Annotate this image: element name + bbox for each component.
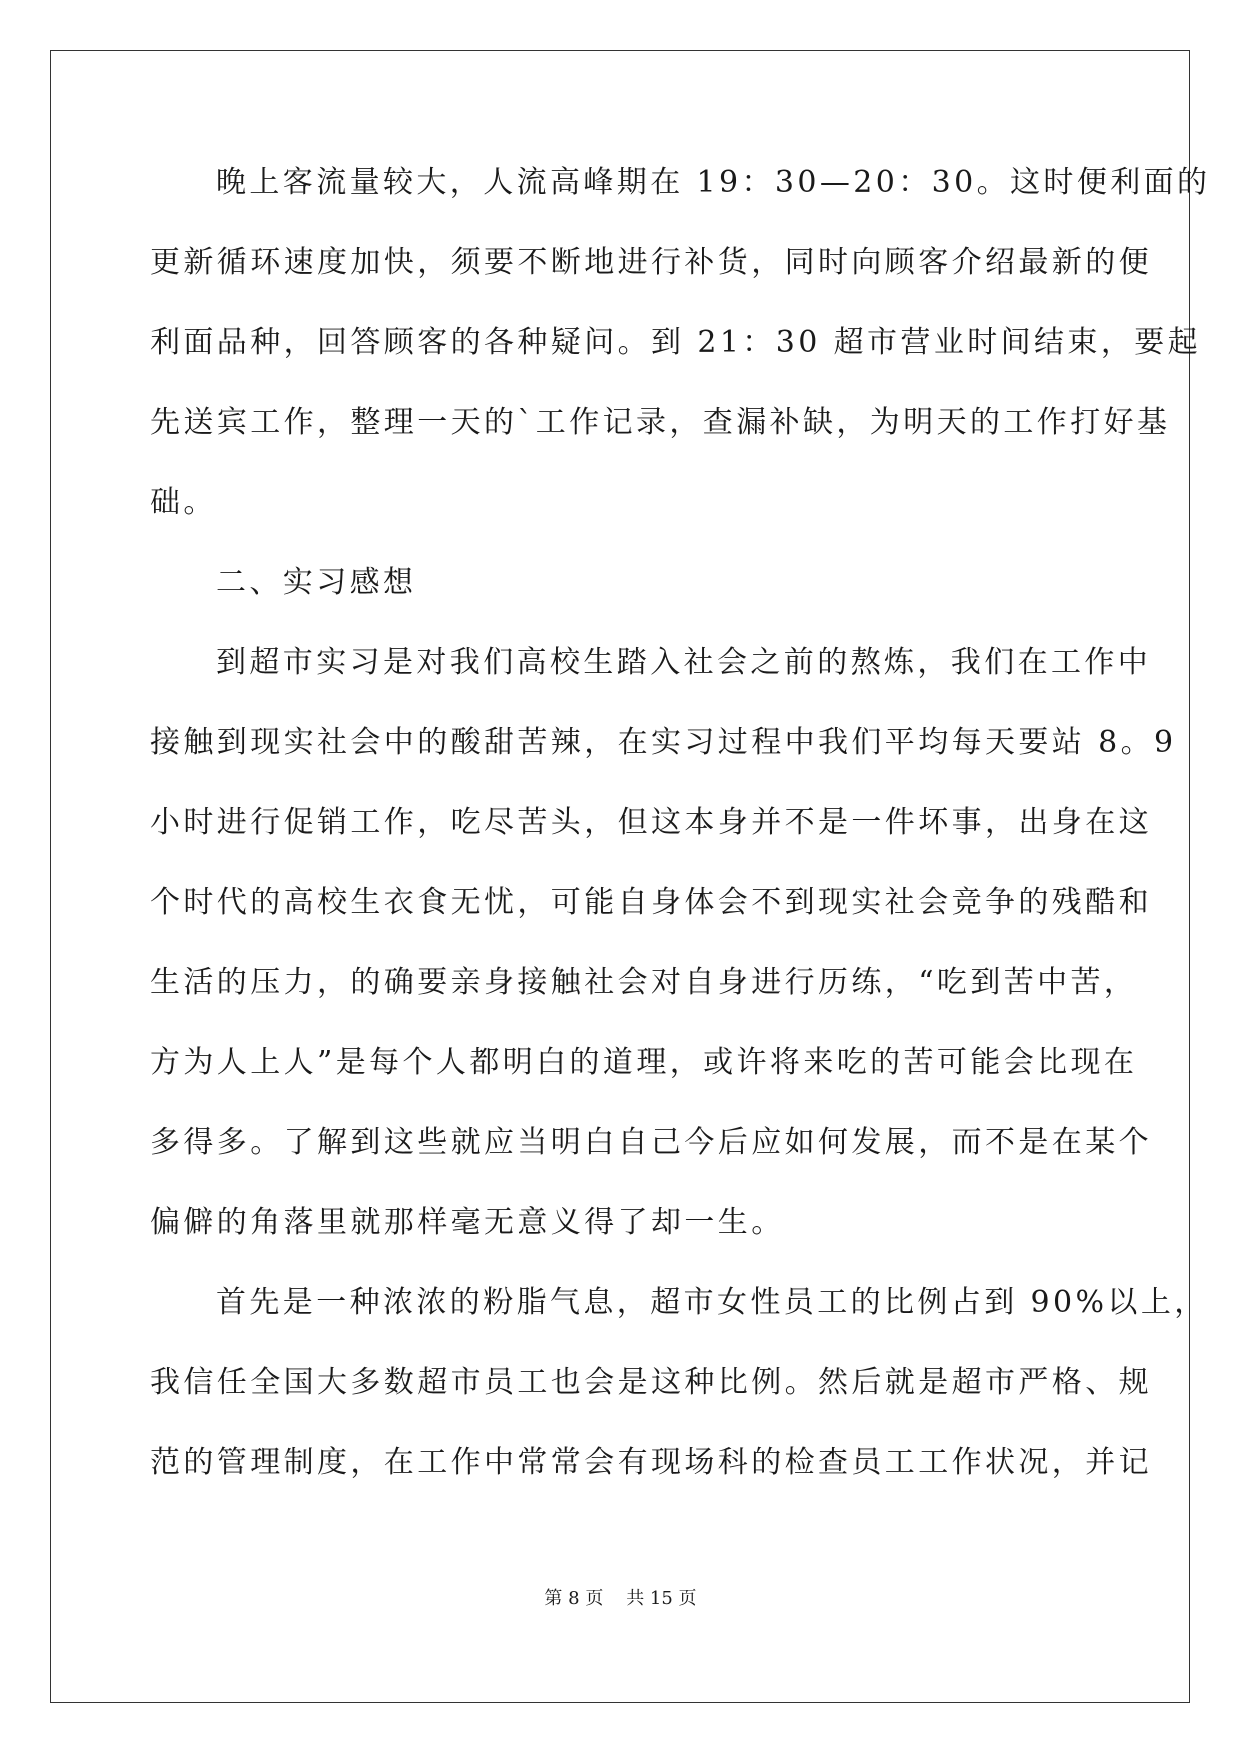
text-line: 到超市实习是对我们高校生踏入社会之前的熬炼，我们在工作中 [216, 645, 1152, 680]
document-body [150, 163, 1211, 1523]
text-line: 更新循环速度加快，须要不断地进行补货，同时向顾客介绍最新的便 [150, 245, 1152, 280]
text-line: 础。 [150, 485, 217, 520]
page-footer [0, 1587, 1241, 1611]
text-line: 生活的压力，的确要亲身接触社会对自身进行历练，“吃到苦中苦， [150, 965, 1138, 1000]
text-line: 小时进行促销工作，吃尽苦头，但这本身并不是一件坏事，出身在这 [150, 805, 1152, 840]
text-line: 范的管理制度，在工作中常常会有现场科的检查员工工作状况，并记 [150, 1445, 1152, 1480]
text-line: 先送宾工作，整理一天的`工作记录，查漏补缺，为明天的工作打好基 [150, 405, 1171, 440]
text-line: 个时代的高校生衣食无忧，可能自身体会不到现实社会竞争的残酷和 [150, 885, 1152, 920]
text-line: 多得多。了解到这些就应当明白自己今后应如何发展，而不是在某个 [150, 1125, 1152, 1160]
text-line: 方为人上人”是每个人都明白的道理，或许将来吃的苦可能会比现在 [150, 1045, 1138, 1080]
text-line: 利面品种，回答顾客的各种疑问。到 21：30 超市营业时间结束，要起 [150, 325, 1202, 360]
text-line: 偏僻的角落里就那样毫无意义得了却一生。 [150, 1205, 785, 1240]
text-line: 首先是一种浓浓的粉脂气息，超市女性员工的比例占到 90%以上， [216, 1285, 1208, 1320]
text-line: 接触到现实社会中的酸甜苦辣，在实习过程中我们平均每天要站 8。9 [150, 725, 1177, 760]
page-number: 第 8 页 共 15 页 [544, 1588, 697, 1609]
text-line: 晚上客流量较大，人流高峰期在 19：30—20：30。这时便利面的 [216, 165, 1211, 200]
section-heading: 二、实习感想 [216, 565, 417, 600]
text-line: 我信任全国大多数超市员工也会是这种比例。然后就是超市严格、规 [150, 1365, 1152, 1400]
